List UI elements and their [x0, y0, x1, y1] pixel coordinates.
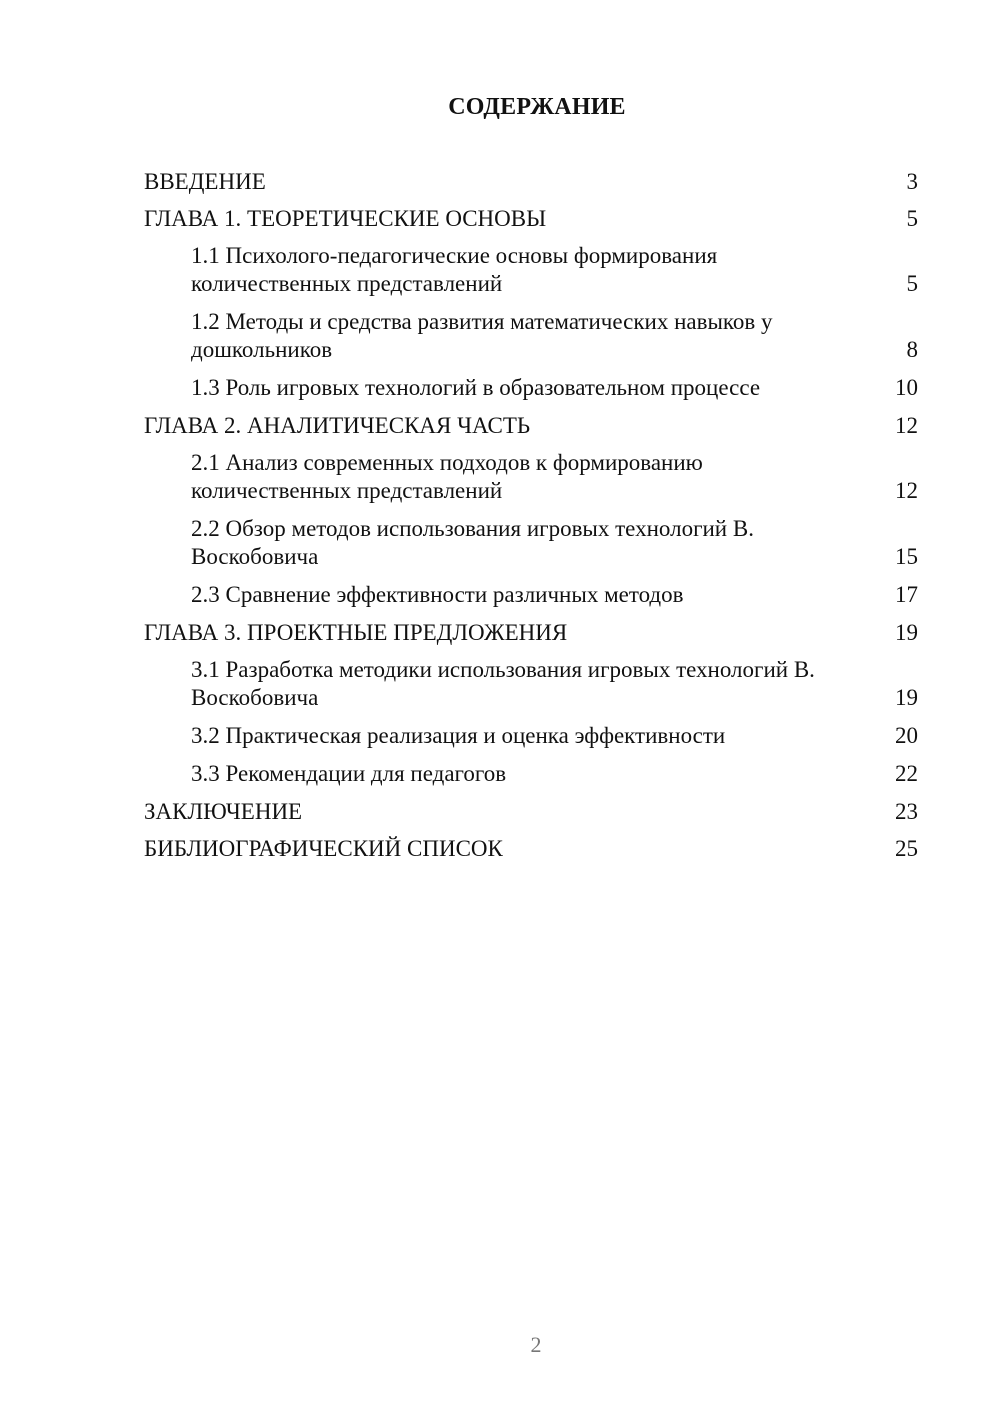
toc-entry-page: 3: [906, 169, 918, 194]
toc-entry[interactable]: [144, 515, 918, 571]
toc-entry[interactable]: [144, 656, 918, 712]
toc-entry-title: ВВЕДЕНИЕ: [144, 169, 266, 194]
toc-entry-title: БИБЛИОГРАФИЧЕСКИЙ СПИСОК: [144, 836, 503, 861]
toc-entry-title: ГЛАВА 2. АНАЛИТИЧЕСКАЯ ЧАСТЬ: [144, 413, 531, 438]
toc-entry[interactable]: [144, 760, 918, 788]
toc-entry-page: 5: [906, 206, 918, 231]
page-title: СОДЕРЖАНИЕ: [448, 94, 626, 120]
toc-entry[interactable]: [144, 412, 918, 440]
toc-entry[interactable]: [144, 722, 918, 750]
toc-entry[interactable]: [144, 835, 918, 863]
toc-entry[interactable]: [144, 581, 918, 609]
toc-entry-page: 22: [895, 761, 918, 786]
toc-entry-title: 2.3 Сравнение эффективности различных методов: [191, 582, 684, 607]
toc-entry-title: 3.1 Разработка методики использования игровых технологий В. Воскобовича: [191, 657, 815, 710]
toc-entry-title: ЗАКЛЮЧЕНИЕ: [144, 799, 303, 824]
toc-entry-page: 20: [895, 723, 918, 748]
toc-entry[interactable]: [144, 308, 918, 364]
toc-entry-page: 17: [895, 582, 918, 607]
toc-entry-page: 12: [895, 478, 918, 503]
table-of-contents: [144, 168, 918, 872]
toc-entry-title: ГЛАВА 1. ТЕОРЕТИЧЕСКИЕ ОСНОВЫ: [144, 206, 547, 231]
toc-entry-page: 15: [895, 544, 918, 569]
toc-entry-page: 5: [906, 271, 918, 296]
toc-entry[interactable]: [144, 205, 918, 233]
toc-entry-page: 8: [906, 337, 918, 362]
toc-entry[interactable]: [144, 619, 918, 647]
page-number: 2: [530, 1332, 542, 1357]
toc-entry-page: 19: [895, 620, 918, 645]
toc-entry[interactable]: [144, 449, 918, 505]
toc-entry-title: 1.3 Роль игровых технологий в образовательном процессе: [191, 375, 761, 400]
toc-entry-title: 3.2 Практическая реализация и оценка эффективности: [191, 723, 726, 748]
toc-entry-title: 1.2 Методы и средства развития математических навыков у дошкольников: [191, 309, 773, 362]
toc-entry-title: ГЛАВА 3. ПРОЕКТНЫЕ ПРЕДЛОЖЕНИЯ: [144, 620, 568, 645]
toc-entry-title: 1.1 Психолого-педагогические основы формирования количественных представлений: [191, 243, 718, 296]
toc-entry-page: 23: [895, 799, 918, 824]
toc-entry-title: 2.1 Анализ современных подходов к формированию количественных представлений: [191, 450, 703, 503]
toc-entry-page: 19: [895, 685, 918, 710]
toc-entry[interactable]: [144, 374, 918, 402]
toc-entry-page: 10: [895, 375, 918, 400]
toc-entry-page: 25: [895, 836, 918, 861]
toc-entry-title: 3.3 Рекомендации для педагогов: [191, 761, 507, 786]
toc-entry[interactable]: [144, 798, 918, 826]
toc-entry[interactable]: [144, 242, 918, 298]
toc-entry-title: 2.2 Обзор методов использования игровых технологий В. Воскобовича: [191, 516, 754, 569]
toc-entry-page: 12: [895, 413, 918, 438]
toc-entry[interactable]: [144, 168, 918, 196]
